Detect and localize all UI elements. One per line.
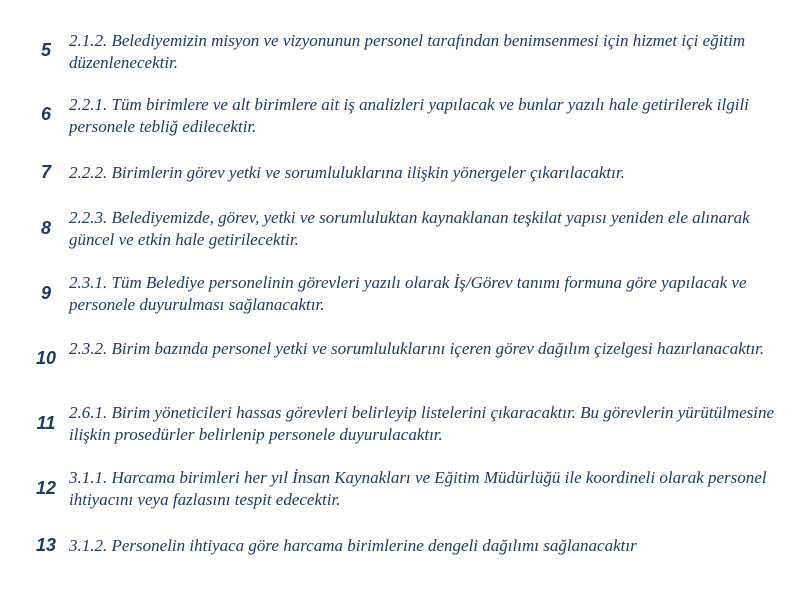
item-number: 11 [36, 413, 56, 433]
item-number: 5 [40, 40, 51, 60]
item-text: 2.3.1. Tüm Belediye personelinin görevleri yazılı olarak İş/Görev tanımı formuna göre yapılacak ve personele duyurulması sağlanacaktır. [69, 273, 747, 314]
item-text: 2.1.2. Belediyemizin misyon ve vizyonunun personel tarafından benimsenmesi için hizmet içi eğitim düzenlenecektir. [69, 31, 746, 72]
item-text: 2.2.3. Belediyemizde, görev, yetki ve sorumluluktan kaynaklanan teşkilat yapısı yeniden ele alınarak güncel ve etkin hale getirilecektir. [69, 208, 750, 249]
item-number: 7 [40, 162, 51, 182]
item-text: 3.1.1. Harcama birimleri her yıl İnsan Kaynakları ve Eğitim Müdürlüğü ile koordineli olarak personel ihtiyacını veya fazlasını tespit edecektir. [69, 468, 767, 509]
item-number: 8 [40, 218, 51, 238]
item-text: 2.2.1. Tüm birimlere ve alt birimlere ait iş analizleri yapılacak ve bunlar yazılı hale getirilerek ilgili personele tebliğ edilecektir. [69, 95, 749, 136]
item-number: 12 [35, 478, 57, 498]
item-text: 2.3.2. Birim bazında personel yetki ve sorumluluklarını içeren görev dağılım çizelgesi hazırlanacaktır. [69, 339, 765, 358]
item-text: 2.2.2. Birimlerin görev yetki ve sorumluluklarına ilişkin yönergeler çıkarılacaktır. [69, 163, 625, 182]
item-number: 6 [40, 104, 51, 124]
item-text: 3.1.2. Personelin ihtiyaca göre harcama birimlerine dengeli dağılımı sağlanacaktır [69, 536, 637, 555]
item-number: 10 [35, 348, 57, 368]
item-text: 2.6.1. Birim yöneticileri hassas görevleri belirleyip listelerini çıkaracaktır. Bu görevlerin yürütülmesine ilişkin prosedürler belirlenip personele duyurulacaktır. [69, 403, 775, 444]
item-number: 9 [40, 283, 51, 303]
item-number: 13 [35, 535, 57, 555]
